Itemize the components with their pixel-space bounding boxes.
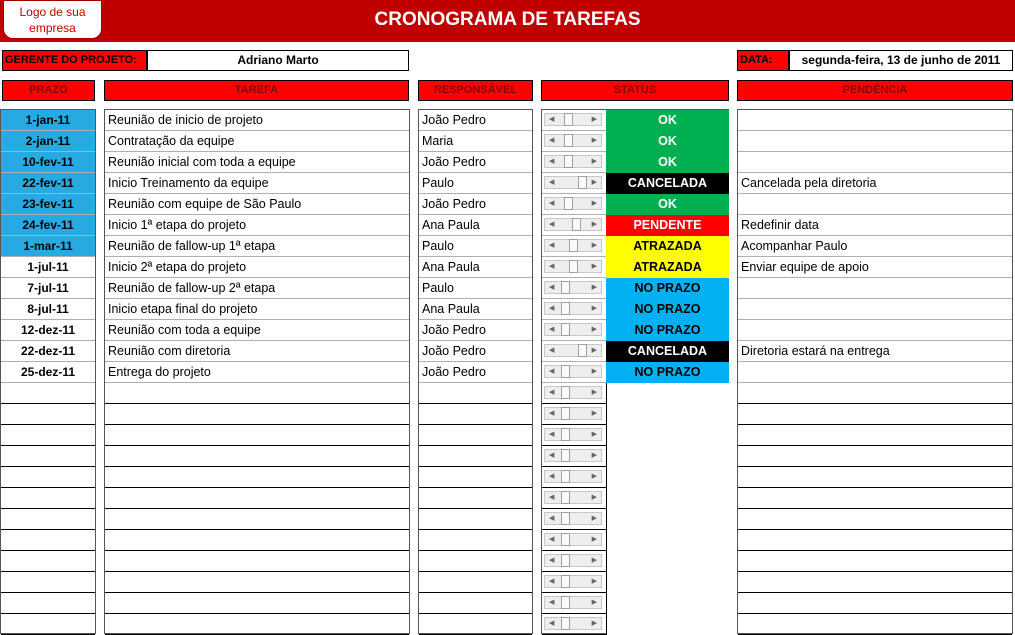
status-row (542, 215, 728, 236)
arrow-right-icon[interactable]: ▶ (591, 221, 597, 228)
manager-label: GERENTE DO PROJETO: (2, 50, 147, 71)
pendencia-cell[interactable] (738, 383, 1012, 404)
status-badge: NO PRAZO (606, 278, 729, 299)
pendencia-cell[interactable] (738, 467, 1012, 488)
arrow-left-icon[interactable]: ◀ (549, 431, 555, 438)
arrow-left-icon[interactable]: ◀ (549, 116, 555, 123)
scrollbar-thumb[interactable] (561, 512, 570, 525)
status-scrollbar[interactable] (542, 593, 606, 614)
responsavel-cell[interactable] (419, 404, 532, 425)
pendencia-cell[interactable] (738, 362, 1012, 383)
arrow-right-icon[interactable]: ▶ (591, 557, 597, 564)
status-row (542, 614, 728, 635)
pendencia-cell[interactable] (738, 488, 1012, 509)
tarefa-cell[interactable]: Inicio 2ª etapa do projeto (105, 257, 409, 278)
status-row (542, 404, 728, 425)
status-scrollbar[interactable] (542, 530, 606, 551)
status-row (542, 509, 728, 530)
status-row (542, 131, 728, 152)
pendencia-cell[interactable] (738, 425, 1012, 446)
status-badge (606, 383, 729, 404)
pendencia-cell[interactable] (738, 110, 1012, 131)
prazo-cell[interactable]: 1-mar-11 (1, 236, 95, 257)
status-scrollbar[interactable] (542, 131, 606, 152)
responsavel-cell[interactable]: João Pedro (419, 341, 532, 362)
scrollbar-track[interactable] (544, 491, 602, 504)
scrollbar-track[interactable] (544, 323, 602, 336)
responsavel-cell[interactable] (419, 425, 532, 446)
pendencia-cell[interactable] (738, 320, 1012, 341)
status-scrollbar[interactable] (542, 194, 606, 215)
arrow-right-icon[interactable]: ▶ (591, 347, 597, 354)
pendencia-cell[interactable]: Enviar equipe de apoio (738, 257, 1012, 278)
status-badge: NO PRAZO (606, 320, 729, 341)
prazo-cell[interactable]: 23-fev-11 (1, 194, 95, 215)
responsavel-cell[interactable]: João Pedro (419, 152, 532, 173)
status-badge (606, 509, 729, 530)
status-scrollbar[interactable] (542, 362, 606, 383)
arrow-left-icon[interactable]: ◀ (549, 200, 555, 207)
prazo-cell[interactable]: 22-dez-11 (1, 341, 95, 362)
scrollbar-track[interactable] (544, 428, 602, 441)
prazo-cell[interactable] (1, 509, 95, 530)
status-scrollbar[interactable] (542, 425, 606, 446)
prazo-cell[interactable]: 10-fev-11 (1, 152, 95, 173)
responsavel-cell[interactable]: Paulo (419, 278, 532, 299)
arrow-left-icon[interactable]: ◀ (549, 578, 555, 585)
status-badge (606, 467, 729, 488)
pendencia-column (737, 109, 1013, 634)
tarefa-cell[interactable] (105, 383, 409, 404)
responsavel-cell[interactable]: João Pedro (419, 362, 532, 383)
tarefa-cell[interactable]: Reunião de fallow-up 1ª etapa (105, 236, 409, 257)
status-row (542, 362, 728, 383)
prazo-column (0, 109, 96, 634)
prazo-cell[interactable] (1, 383, 95, 404)
status-row (542, 152, 728, 173)
status-badge (606, 488, 729, 509)
pendencia-cell[interactable] (738, 593, 1012, 614)
status-row (542, 173, 728, 194)
tarefa-cell[interactable]: Contratação da equipe (105, 131, 409, 152)
status-row (542, 383, 728, 404)
scrollbar-thumb[interactable] (561, 428, 570, 441)
pendencia-cell[interactable] (738, 614, 1012, 635)
status-row (542, 320, 728, 341)
arrow-left-icon[interactable]: ◀ (549, 305, 555, 312)
prazo-cell[interactable]: 24-fev-11 (1, 215, 95, 236)
scrollbar-thumb[interactable] (569, 239, 578, 252)
status-scrollbar[interactable] (542, 299, 606, 320)
scrollbar-track[interactable] (544, 575, 602, 588)
responsavel-cell[interactable]: João Pedro (419, 194, 532, 215)
tarefa-cell[interactable]: Inicio 1ª etapa do projeto (105, 215, 409, 236)
tarefa-cell[interactable] (105, 509, 409, 530)
scrollbar-thumb[interactable] (578, 344, 587, 357)
tarefa-cell[interactable] (105, 614, 409, 635)
pendencia-cell[interactable]: Cancelada pela diretoria (738, 173, 1012, 194)
scrollbar-track[interactable] (544, 596, 602, 609)
responsavel-column (418, 109, 533, 634)
scrollbar-thumb[interactable] (561, 407, 570, 420)
responsavel-cell[interactable]: Paulo (419, 236, 532, 257)
status-badge (606, 572, 729, 593)
tarefa-cell[interactable]: Reunião de inicio de projeto (105, 110, 409, 131)
scrollbar-thumb[interactable] (564, 197, 573, 210)
arrow-left-icon[interactable]: ◀ (549, 389, 555, 396)
arrow-left-icon[interactable]: ◀ (549, 536, 555, 543)
status-scrollbar[interactable] (542, 383, 606, 404)
arrow-right-icon[interactable]: ▶ (591, 536, 597, 543)
scrollbar-thumb[interactable] (561, 491, 570, 504)
scrollbar-track[interactable] (544, 344, 602, 357)
status-badge: OK (606, 110, 729, 131)
status-scrollbar[interactable] (542, 509, 606, 530)
status-row (542, 278, 728, 299)
tarefa-cell[interactable] (105, 572, 409, 593)
scrollbar-track[interactable] (544, 449, 602, 462)
responsavel-cell[interactable] (419, 509, 532, 530)
arrow-right-icon[interactable]: ▶ (591, 410, 597, 417)
status-scrollbar[interactable] (542, 173, 606, 194)
pendencia-cell[interactable] (738, 404, 1012, 425)
tarefa-cell[interactable] (105, 404, 409, 425)
pendencia-cell[interactable] (738, 446, 1012, 467)
arrow-left-icon[interactable]: ◀ (549, 326, 555, 333)
tarefa-cell[interactable] (105, 425, 409, 446)
scrollbar-track[interactable] (544, 302, 602, 315)
arrow-left-icon[interactable]: ◀ (549, 452, 555, 459)
status-badge: PENDENTE (606, 215, 729, 236)
arrow-right-icon[interactable]: ▶ (591, 179, 597, 186)
scrollbar-thumb[interactable] (564, 155, 573, 168)
prazo-cell[interactable] (1, 593, 95, 614)
arrow-right-icon[interactable]: ▶ (591, 200, 597, 207)
scrollbar-track[interactable] (544, 617, 602, 630)
arrow-right-icon[interactable]: ▶ (591, 116, 597, 123)
prazo-cell[interactable]: 25-dez-11 (1, 362, 95, 383)
scrollbar-thumb[interactable] (561, 554, 570, 567)
status-scrollbar[interactable] (542, 320, 606, 341)
status-row (542, 425, 728, 446)
arrow-right-icon[interactable]: ▶ (591, 158, 597, 165)
pendencia-cell[interactable]: Diretoria estará na entrega (738, 341, 1012, 362)
scrollbar-thumb[interactable] (561, 533, 570, 546)
date-field[interactable]: segunda-feira, 13 de junho de 2011 (789, 50, 1013, 71)
scrollbar-track[interactable] (544, 281, 602, 294)
scrollbar-thumb[interactable] (561, 575, 570, 588)
scrollbar-track[interactable] (544, 113, 602, 126)
responsavel-cell[interactable]: Ana Paula (419, 299, 532, 320)
scrollbar-thumb[interactable] (572, 218, 581, 231)
tarefa-cell[interactable]: Reunião com diretoria (105, 341, 409, 362)
status-scrollbar[interactable] (542, 236, 606, 257)
status-scrollbar[interactable] (542, 467, 606, 488)
responsavel-cell[interactable] (419, 467, 532, 488)
pendencia-cell[interactable] (738, 131, 1012, 152)
pendencia-cell[interactable]: Acompanhar Paulo (738, 236, 1012, 257)
pendencia-cell[interactable] (738, 299, 1012, 320)
manager-field[interactable]: Adriano Marto (147, 50, 409, 71)
arrow-left-icon[interactable]: ◀ (549, 158, 555, 165)
scrollbar-thumb[interactable] (561, 386, 570, 399)
scrollbar-track[interactable] (544, 197, 602, 210)
scrollbar-track[interactable] (544, 470, 602, 483)
scrollbar-track[interactable] (544, 533, 602, 546)
prazo-cell[interactable]: 22-fev-11 (1, 173, 95, 194)
status-scrollbar[interactable] (542, 572, 606, 593)
responsavel-cell[interactable]: Paulo (419, 173, 532, 194)
status-row (542, 551, 728, 572)
prazo-cell[interactable] (1, 425, 95, 446)
status-row (542, 299, 728, 320)
scrollbar-track[interactable] (544, 407, 602, 420)
status-row (542, 236, 728, 257)
status-badge (606, 425, 729, 446)
pendencia-cell[interactable] (738, 509, 1012, 530)
arrow-right-icon[interactable]: ▶ (591, 473, 597, 480)
status-badge: OK (606, 152, 729, 173)
tarefa-cell[interactable] (105, 593, 409, 614)
scrollbar-track[interactable] (544, 155, 602, 168)
scrollbar-track[interactable] (544, 365, 602, 378)
pendencia-cell[interactable] (738, 194, 1012, 215)
tarefa-cell[interactable]: Reunião inicial com toda a equipe (105, 152, 409, 173)
company-logo: Logo de sua empresa (3, 0, 102, 39)
scrollbar-thumb[interactable] (561, 302, 570, 315)
arrow-right-icon[interactable]: ▶ (591, 494, 597, 501)
scrollbar-track[interactable] (544, 554, 602, 567)
prazo-cell[interactable] (1, 488, 95, 509)
prazo-cell[interactable] (1, 572, 95, 593)
status-badge (606, 404, 729, 425)
status-scrollbar[interactable] (542, 110, 606, 131)
arrow-right-icon[interactable]: ▶ (591, 242, 597, 249)
arrow-right-icon[interactable]: ▶ (591, 389, 597, 396)
responsavel-cell[interactable]: Maria (419, 131, 532, 152)
status-row (542, 341, 728, 362)
arrow-right-icon[interactable]: ▶ (591, 305, 597, 312)
tarefa-cell[interactable]: Entrega do projeto (105, 362, 409, 383)
status-badge (606, 446, 729, 467)
status-badge (606, 614, 729, 635)
arrow-left-icon[interactable]: ◀ (549, 263, 555, 270)
status-row (542, 110, 728, 131)
status-badge: OK (606, 194, 729, 215)
arrow-right-icon[interactable]: ▶ (591, 515, 597, 522)
responsavel-cell[interactable]: Ana Paula (419, 215, 532, 236)
status-scrollbar[interactable] (542, 614, 606, 635)
scrollbar-thumb[interactable] (561, 365, 570, 378)
tarefa-cell[interactable]: Reunião com equipe de São Paulo (105, 194, 409, 215)
tarefa-cell[interactable] (105, 488, 409, 509)
scrollbar-track[interactable] (544, 134, 602, 147)
pendencia-header: PENDÊNCIA (737, 80, 1013, 101)
scrollbar-track[interactable] (544, 386, 602, 399)
arrow-right-icon[interactable]: ▶ (591, 326, 597, 333)
arrow-left-icon[interactable]: ◀ (549, 410, 555, 417)
arrow-left-icon[interactable]: ◀ (549, 494, 555, 501)
status-badge: ATRAZADA (606, 257, 729, 278)
page-title: CRONOGRAMA DE TAREFAS (374, 9, 641, 30)
arrow-right-icon[interactable]: ▶ (591, 431, 597, 438)
status-badge: ATRAZADA (606, 236, 729, 257)
arrow-left-icon[interactable]: ◀ (549, 179, 555, 186)
status-scrollbar[interactable] (542, 152, 606, 173)
prazo-cell[interactable]: 12-dez-11 (1, 320, 95, 341)
scrollbar-thumb[interactable] (561, 470, 570, 483)
pendencia-cell[interactable] (738, 152, 1012, 173)
arrow-right-icon[interactable]: ▶ (591, 620, 597, 627)
tarefa-cell[interactable]: Reunião com toda a equipe (105, 320, 409, 341)
scrollbar-thumb[interactable] (561, 281, 570, 294)
arrow-right-icon[interactable]: ▶ (591, 284, 597, 291)
arrow-left-icon[interactable]: ◀ (549, 347, 555, 354)
scrollbar-track[interactable] (544, 260, 602, 273)
prazo-cell[interactable] (1, 551, 95, 572)
scrollbar-thumb[interactable] (561, 449, 570, 462)
scrollbar-thumb[interactable] (569, 260, 578, 273)
status-badge: OK (606, 131, 729, 152)
status-scrollbar[interactable] (542, 278, 606, 299)
scrollbar-track[interactable] (544, 239, 602, 252)
responsavel-cell[interactable] (419, 383, 532, 404)
status-row (542, 257, 728, 278)
arrow-right-icon[interactable]: ▶ (591, 137, 597, 144)
prazo-cell[interactable]: 2-jan-11 (1, 131, 95, 152)
arrow-left-icon[interactable]: ◀ (549, 473, 555, 480)
status-header: STATUS (541, 80, 729, 101)
tarefa-cell[interactable] (105, 530, 409, 551)
tarefa-cell[interactable]: Inicio Treinamento da equipe (105, 173, 409, 194)
status-badge (606, 530, 729, 551)
pendencia-cell[interactable] (738, 530, 1012, 551)
status-badge (606, 551, 729, 572)
status-badge: NO PRAZO (606, 299, 729, 320)
scrollbar-thumb[interactable] (578, 176, 587, 189)
arrow-left-icon[interactable]: ◀ (549, 137, 555, 144)
tarefa-header: TAREFA (104, 80, 409, 101)
arrow-right-icon[interactable]: ▶ (591, 578, 597, 585)
responsavel-cell[interactable]: João Pedro (419, 320, 532, 341)
arrow-left-icon[interactable]: ◀ (549, 221, 555, 228)
responsavel-cell[interactable]: Ana Paula (419, 257, 532, 278)
responsavel-cell[interactable]: João Pedro (419, 110, 532, 131)
date-label: DATA: (737, 50, 789, 71)
tarefa-cell[interactable] (105, 467, 409, 488)
pendencia-cell[interactable]: Redefinir data (738, 215, 1012, 236)
scrollbar-track[interactable] (544, 512, 602, 525)
scrollbar-thumb[interactable] (564, 113, 573, 126)
arrow-right-icon[interactable]: ▶ (591, 452, 597, 459)
status-badge: NO PRAZO (606, 362, 729, 383)
responsavel-cell[interactable] (419, 572, 532, 593)
status-badge: CANCELADA (606, 341, 729, 362)
status-column (541, 109, 729, 634)
responsavel-cell[interactable] (419, 614, 532, 635)
status-row (542, 467, 728, 488)
responsavel-cell[interactable] (419, 551, 532, 572)
status-badge (606, 593, 729, 614)
tarefa-cell[interactable]: Inicio etapa final do projeto (105, 299, 409, 320)
prazo-cell[interactable] (1, 404, 95, 425)
prazo-cell[interactable]: 8-jul-11 (1, 299, 95, 320)
scrollbar-track[interactable] (544, 176, 602, 189)
scrollbar-track[interactable] (544, 218, 602, 231)
status-row (542, 194, 728, 215)
status-scrollbar[interactable] (542, 488, 606, 509)
arrow-left-icon[interactable]: ◀ (549, 368, 555, 375)
arrow-left-icon[interactable]: ◀ (549, 599, 555, 606)
responsavel-header: RESPONSÁVEL (418, 80, 533, 101)
arrow-left-icon[interactable]: ◀ (549, 515, 555, 522)
status-scrollbar[interactable] (542, 446, 606, 467)
arrow-left-icon[interactable]: ◀ (549, 557, 555, 564)
tarefa-cell[interactable]: Reunião de fallow-up 2ª etapa (105, 278, 409, 299)
status-row (542, 593, 728, 614)
responsavel-cell[interactable] (419, 593, 532, 614)
pendencia-cell[interactable] (738, 572, 1012, 593)
scrollbar-thumb[interactable] (561, 617, 570, 630)
scrollbar-thumb[interactable] (561, 323, 570, 336)
scrollbar-thumb[interactable] (561, 596, 570, 609)
arrow-right-icon[interactable]: ▶ (591, 599, 597, 606)
status-badge: CANCELADA (606, 173, 729, 194)
arrow-left-icon[interactable]: ◀ (549, 284, 555, 291)
arrow-right-icon[interactable]: ▶ (591, 263, 597, 270)
prazo-cell[interactable]: 1-jan-11 (1, 110, 95, 131)
scrollbar-thumb[interactable] (564, 134, 573, 147)
pendencia-cell[interactable] (738, 278, 1012, 299)
arrow-left-icon[interactable]: ◀ (549, 620, 555, 627)
status-row (542, 572, 728, 593)
status-row (542, 488, 728, 509)
status-scrollbar[interactable] (542, 215, 606, 236)
tarefa-cell[interactable] (105, 551, 409, 572)
tarefa-cell[interactable] (105, 446, 409, 467)
status-scrollbar[interactable] (542, 341, 606, 362)
status-scrollbar[interactable] (542, 404, 606, 425)
status-scrollbar[interactable] (542, 551, 606, 572)
arrow-right-icon[interactable]: ▶ (591, 368, 597, 375)
responsavel-cell[interactable] (419, 488, 532, 509)
prazo-cell[interactable]: 7-jul-11 (1, 278, 95, 299)
responsavel-cell[interactable] (419, 446, 532, 467)
prazo-cell[interactable] (1, 467, 95, 488)
prazo-header: PRAZO (2, 80, 95, 101)
prazo-cell[interactable]: 1-jul-11 (1, 257, 95, 278)
status-row (542, 530, 728, 551)
prazo-cell[interactable] (1, 614, 95, 635)
pendencia-cell[interactable] (738, 551, 1012, 572)
prazo-cell[interactable] (1, 530, 95, 551)
tarefa-column (104, 109, 410, 634)
prazo-cell[interactable] (1, 446, 95, 467)
status-row (542, 446, 728, 467)
status-scrollbar[interactable] (542, 257, 606, 278)
responsavel-cell[interactable] (419, 530, 532, 551)
arrow-left-icon[interactable]: ◀ (549, 242, 555, 249)
